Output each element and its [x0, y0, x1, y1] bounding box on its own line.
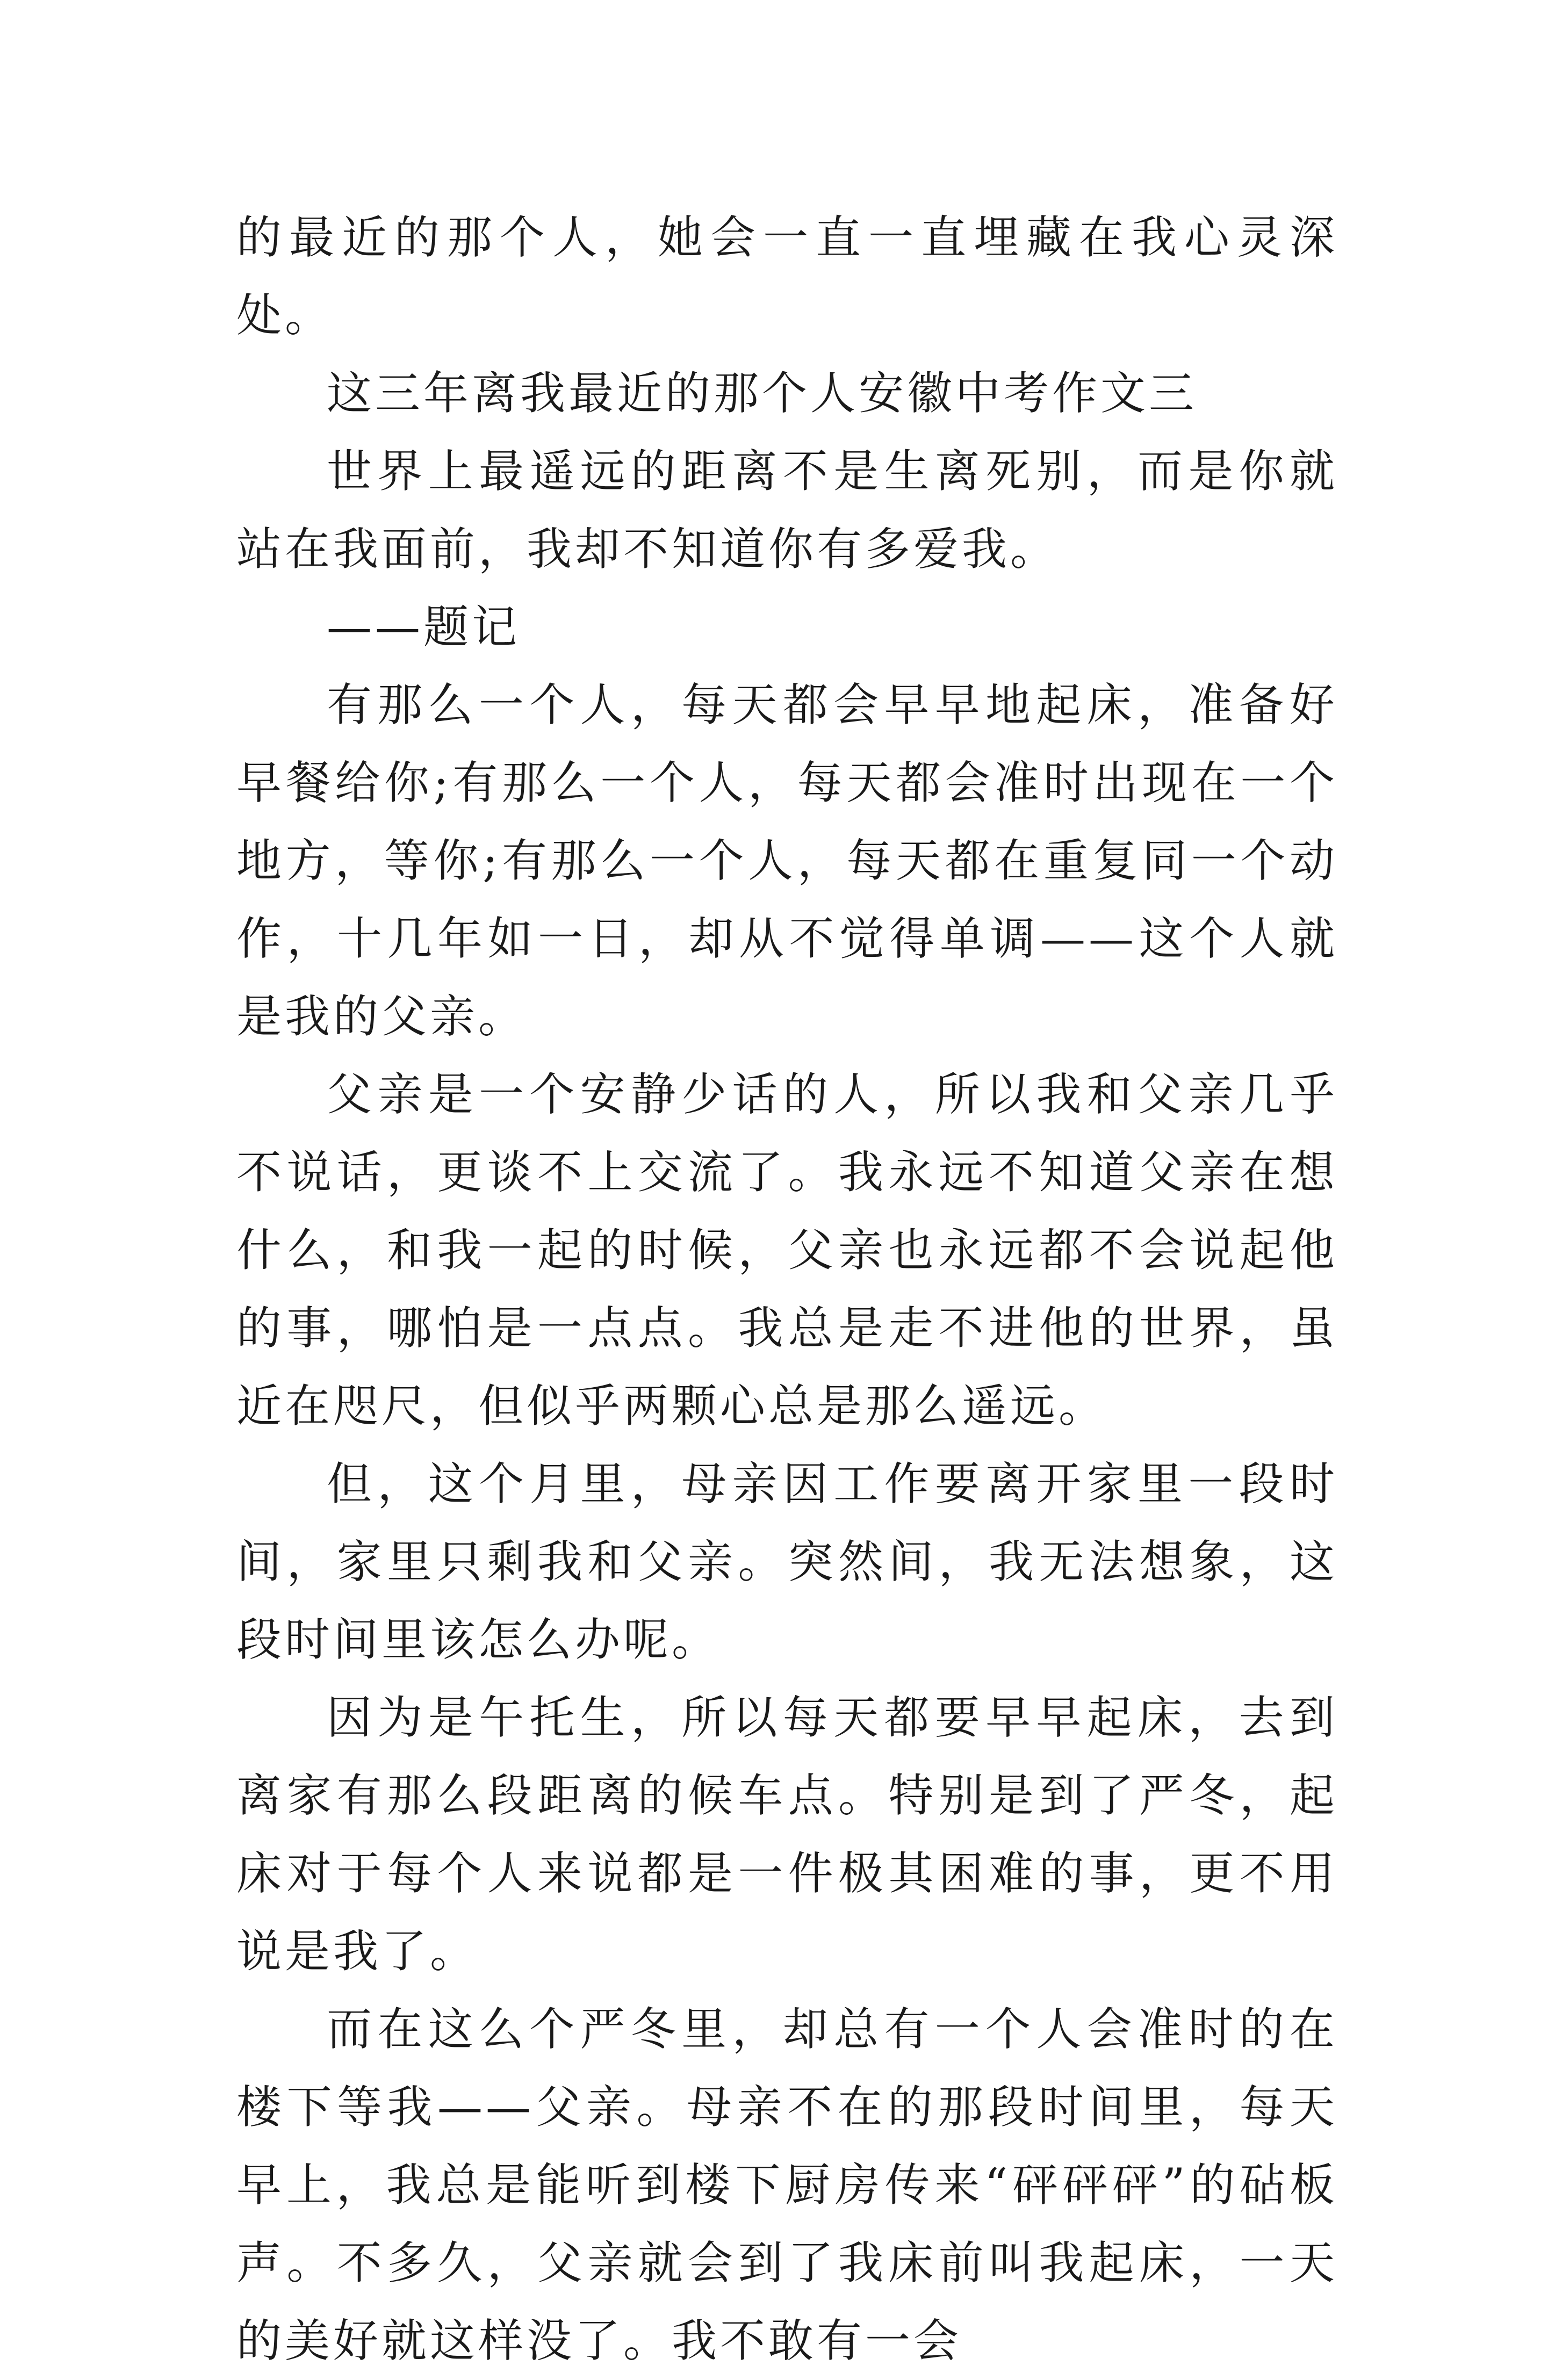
paragraph: 父亲是一个安静少话的人，所以我和父亲几乎不说话，更谈不上交流了。我永远不知道父亲在想什么，和我一起的时候，父亲也永远都不会说起他的事，哪怕是一点点。我总是走不进他的世界，虽近在咫尺，但似乎两颗心总是那么遥远。	[236, 1068, 1338, 1432]
paragraph: 但，这个月里，母亲因工作要离开家里一段时间，家里只剩我和父亲。突然间，我无法想象，这段时间里该怎么办呢。	[236, 1458, 1338, 1666]
paragraph: 因为是午托生，所以每天都要早早起床，去到离家有那么段距离的候车点。特别是到了严冬，起床对于每个人来说都是一件极其困难的事，更不用说是我了。	[236, 1691, 1338, 1978]
paragraph: 而在这么个严冬里，却总有一个人会准时的在楼下等我——父亲。母亲不在的那段时间里，每天早上，我总是能听到楼下厨房传来“砰砰砰”的砧板声。不多久，父亲就会到了我床前叫我起床，一天的美好就这样没了。我不敢有一会	[236, 2003, 1338, 2367]
section-heading: 这三年离我最近的那个人安徽中考作文三	[327, 367, 1198, 420]
epigraph: 世界上最遥远的距离不是生离死别，而是你就站在我面前，我却不知道你有多爱我。	[236, 445, 1338, 575]
body-text	[236, 199, 1338, 2380]
paragraph: 有那么一个人，每天都会早早地起床，准备好早餐给你;有那么一个人，每天都会准时出现在一个地方，等你;有那么一个人，每天都在重复同一个动作，十几年如一日，却从不觉得单调——这个人就是我的父亲。	[236, 679, 1338, 1043]
epigraph-attribution: ——题记	[327, 601, 521, 653]
paragraph: 的最近的那个人，她会一直一直埋藏在我心灵深处。	[236, 211, 1338, 342]
